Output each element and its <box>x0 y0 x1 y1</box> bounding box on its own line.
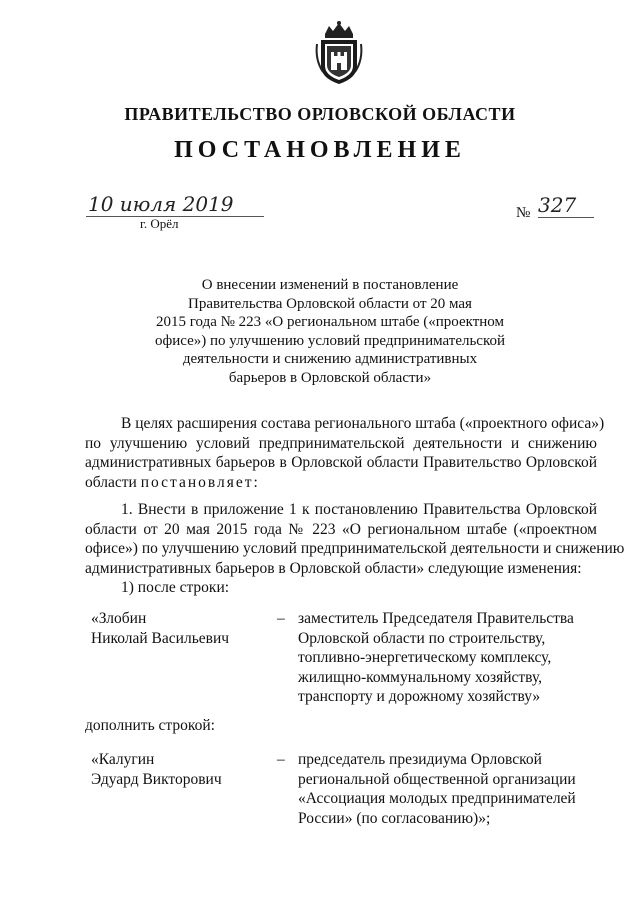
preamble-line: административных барьеров в Орловской области Правительство Орловской <box>85 454 597 471</box>
supplement-line: дополнить строкой: <box>85 717 215 734</box>
handwritten-date: 10 июля 2019 <box>86 192 264 217</box>
dash-separator: – <box>277 610 285 627</box>
position-line: региональной общественной организации <box>298 770 576 788</box>
member-position <box>298 609 598 707</box>
member-position <box>298 750 598 828</box>
position-line: топливно-энергетическому комплексу, <box>298 649 552 666</box>
member-surname: «Злобин <box>91 610 147 627</box>
subject-line: 2015 года № 223 «О региональном штабе («проектном <box>155 314 505 330</box>
item1-line: офисе») по улучшению условий предпринимательской деятельности и снижению <box>85 540 625 557</box>
position-line: заместитель Председателя Правительства <box>298 610 574 627</box>
position-line: жилищно-коммунальному хозяйству, <box>298 668 543 686</box>
item1-line: области от 20 мая 2015 года № 223 «О региональном штабе («проектном <box>85 520 597 538</box>
number-label: № <box>516 205 531 221</box>
position-line: «Ассоциация молодых предпринимателей <box>298 790 576 807</box>
document-subject <box>140 276 520 387</box>
subject-line: офисе») по улучшению условий предпринимательской <box>154 332 506 349</box>
document-type: ПОСТАНОВЛЕНИЕ <box>174 137 466 163</box>
preamble-paragraph <box>85 414 605 492</box>
member-name <box>91 609 271 648</box>
resolves-keyword: постановляет: <box>140 473 260 491</box>
subitem-1: 1) после строки: <box>121 579 230 596</box>
member-name <box>91 750 271 789</box>
position-line: России» (по согласованию)»; <box>298 809 491 827</box>
supplement-text <box>85 716 597 736</box>
position-line: председатель президиума Орловской <box>298 751 542 768</box>
preamble-line-last <box>85 473 597 493</box>
coat-of-arms-icon <box>313 20 365 86</box>
member-given-names: Николай Васильевич <box>91 629 230 647</box>
subject-line: деятельности и снижению административных <box>182 351 478 367</box>
subject-line: Правительства Орловской области от 20 мая <box>188 295 472 312</box>
city-label: г. Орёл <box>140 216 179 231</box>
item1-line: 1. Внести в приложение 1 к постановлению Правительства Орловской <box>121 501 597 518</box>
preamble-line: по улучшению условий предпринимательской деятельности и снижению <box>85 434 597 452</box>
preamble-line: области <box>85 473 137 491</box>
member-surname: «Калугин <box>91 751 155 768</box>
preamble-line: В целях расширения состава регионального штаба («проектного офиса») <box>121 415 605 432</box>
subject-line: барьеров в Орловской области» <box>228 369 432 386</box>
member-given-names: Эдуард Викторович <box>91 770 222 788</box>
item-1-paragraph <box>85 500 625 598</box>
position-line: Орловской области по строительству, <box>298 629 546 647</box>
handwritten-number: 327 <box>538 193 594 218</box>
position-line: транспорту и дорожному хозяйству» <box>298 688 541 705</box>
dash-separator: – <box>277 751 285 768</box>
item1-line: административных барьеров в Орловской области» следующие изменения: <box>85 559 582 577</box>
government-title: ПРАВИТЕЛЬСТВО ОРЛОВСКОЙ ОБЛАСТИ <box>124 104 516 124</box>
subject-line: О внесении изменений в постановление <box>201 277 459 293</box>
